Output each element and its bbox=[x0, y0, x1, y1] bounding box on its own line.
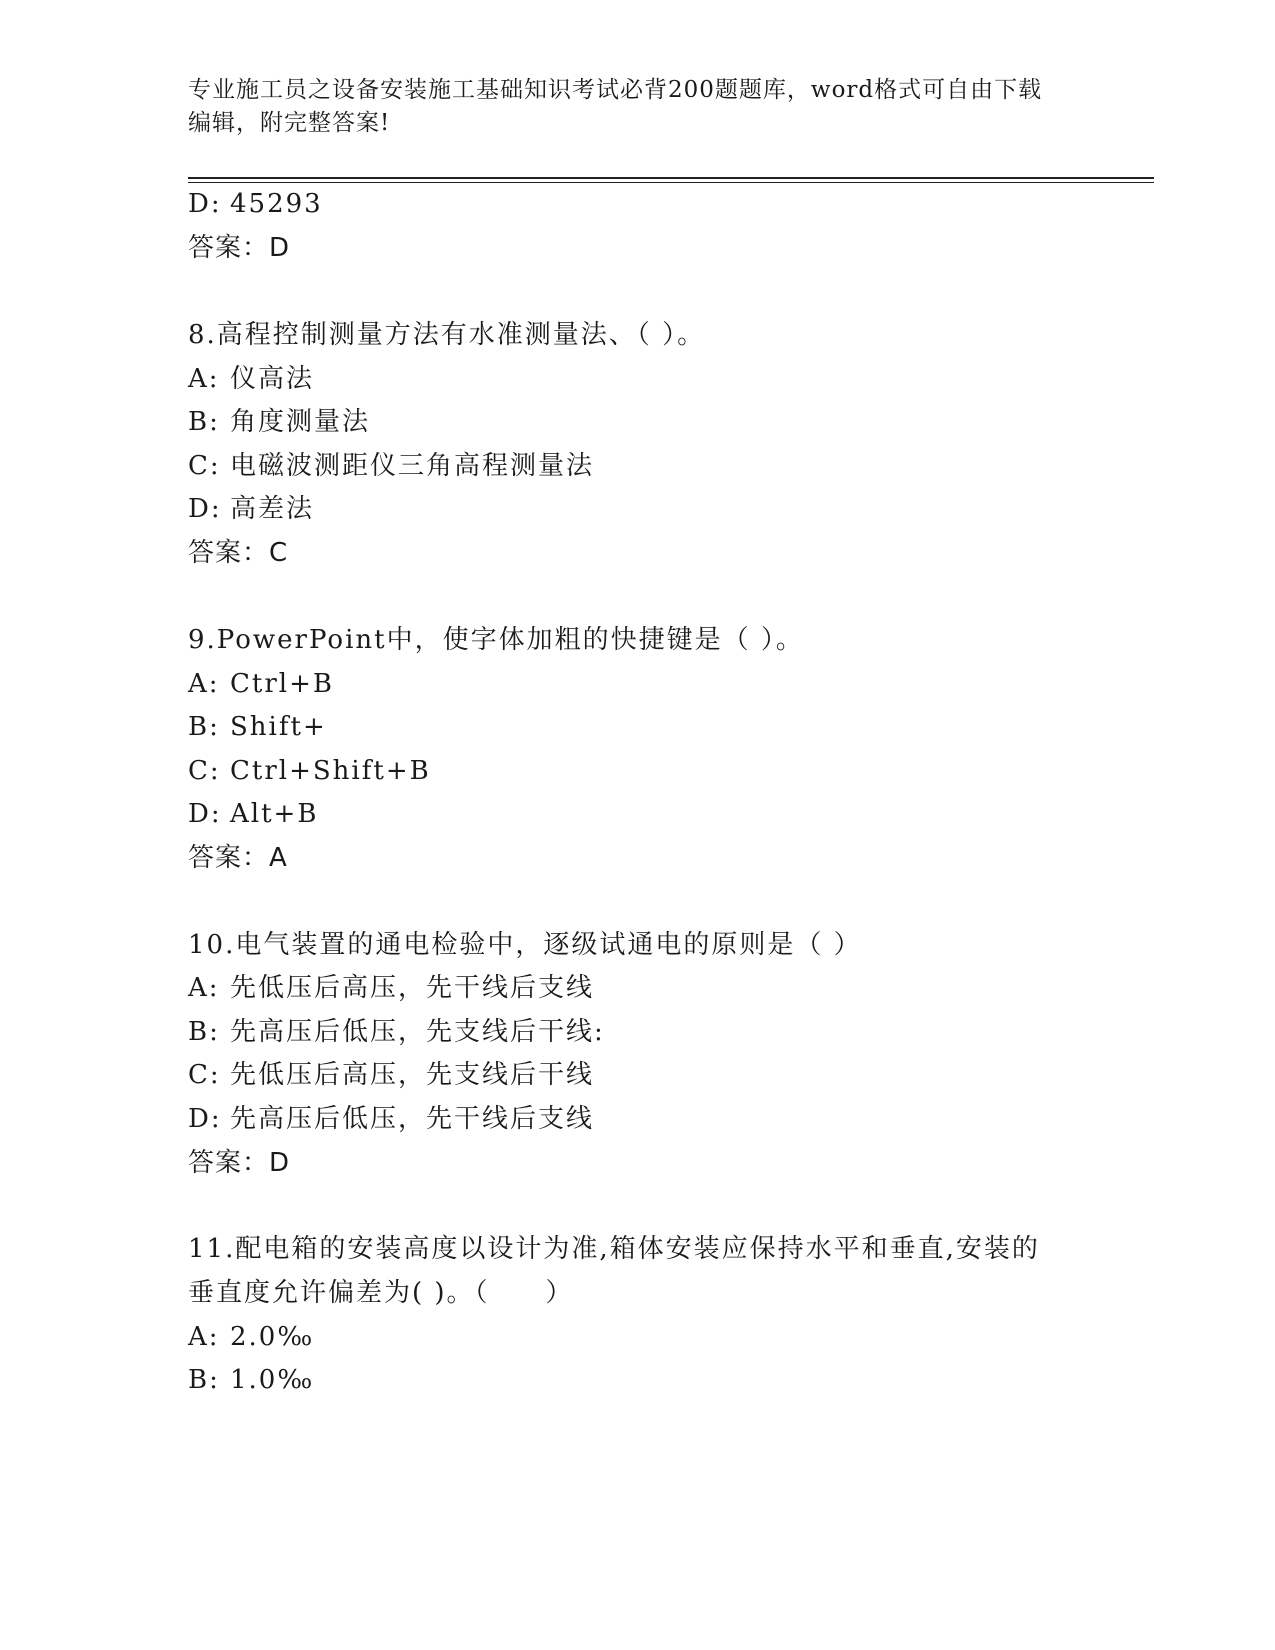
option-text: 仪高法 bbox=[230, 364, 315, 394]
option-text: Alt+B bbox=[230, 799, 319, 829]
option-text: 电磁波测距仪三角高程测量法 bbox=[230, 451, 595, 481]
q8-option-a bbox=[188, 362, 314, 396]
option-label: D: bbox=[188, 189, 222, 219]
option-text: 先高压后低压，先干线后支线 bbox=[230, 1104, 595, 1134]
option-label: A: bbox=[188, 973, 220, 1003]
option-text: 2.0‰ bbox=[230, 1322, 315, 1352]
q11-stem-line2: 垂直度允许偏差为( )。（ ） bbox=[188, 1278, 574, 1308]
q9-option-c bbox=[188, 754, 431, 788]
option-text: 先低压后高压，先支线后干线 bbox=[230, 1060, 595, 1090]
q8-answer: 答案：C bbox=[188, 538, 289, 568]
document-header bbox=[188, 74, 1068, 140]
option-label: D: bbox=[188, 1104, 222, 1134]
header-rule-thick bbox=[188, 177, 1154, 179]
q10-answer: 答案：D bbox=[188, 1148, 291, 1178]
q10-stem: 10.电气装置的通电检验中，逐级试通电的原则是（ ） bbox=[188, 930, 862, 960]
option-text: 角度测量法 bbox=[230, 407, 371, 437]
option-text: 先高压后低压，先支线后干线: bbox=[230, 1017, 605, 1047]
q11-option-b bbox=[188, 1363, 314, 1397]
q10-option-d bbox=[188, 1102, 594, 1136]
q9-stem: 9.PowerPoint中，使字体加粗的快捷键是（ ）。 bbox=[188, 625, 804, 655]
q9-option-d bbox=[188, 797, 318, 831]
header-title-line1: 专业施工员之设备安装施工基础知识考试必背200题题库，word格式可自由下载 bbox=[188, 77, 1043, 103]
q8-option-d bbox=[188, 492, 314, 526]
option-label: D: bbox=[188, 494, 222, 524]
q7-answer: 答案：D bbox=[188, 233, 291, 263]
option-text: Shift+ bbox=[230, 712, 327, 742]
option-text: 1.0‰ bbox=[230, 1365, 315, 1395]
option-text: Ctrl+Shift+B bbox=[230, 756, 431, 786]
option-label: C: bbox=[188, 756, 221, 786]
q8-option-c bbox=[188, 449, 594, 483]
q8-stem: 8.高程控制测量方法有水准测量法、（ ）。 bbox=[188, 320, 706, 350]
option-text: Ctrl+B bbox=[230, 669, 334, 699]
option-label: B: bbox=[188, 407, 220, 437]
q8-option-b bbox=[188, 405, 370, 439]
option-label: C: bbox=[188, 451, 221, 481]
q10-option-b bbox=[188, 1015, 605, 1049]
q11-option-a bbox=[188, 1320, 314, 1354]
q7-option-d bbox=[188, 187, 323, 221]
option-text: 45293 bbox=[230, 189, 323, 219]
q11-stem-line1: 11.配电箱的安装高度以设计为准,箱体安装应保持水平和垂直,安装的 bbox=[188, 1234, 1040, 1264]
header-rule-thin bbox=[188, 182, 1154, 183]
option-label: A: bbox=[188, 364, 220, 394]
q9-option-b bbox=[188, 710, 327, 744]
option-label: B: bbox=[188, 1365, 220, 1395]
option-text: 高差法 bbox=[230, 494, 315, 524]
q10-option-a bbox=[188, 971, 594, 1005]
option-text: 先低压后高压，先干线后支线 bbox=[230, 973, 595, 1003]
option-label: B: bbox=[188, 1017, 220, 1047]
option-label: B: bbox=[188, 712, 220, 742]
option-label: A: bbox=[188, 669, 220, 699]
option-label: D: bbox=[188, 799, 222, 829]
option-label: A: bbox=[188, 1322, 220, 1352]
option-label: C: bbox=[188, 1060, 221, 1090]
header-title-line2: 编辑，附完整答案! bbox=[188, 110, 391, 136]
q10-option-c bbox=[188, 1058, 594, 1092]
q9-answer: 答案：A bbox=[188, 843, 288, 873]
q9-option-a bbox=[188, 667, 334, 701]
